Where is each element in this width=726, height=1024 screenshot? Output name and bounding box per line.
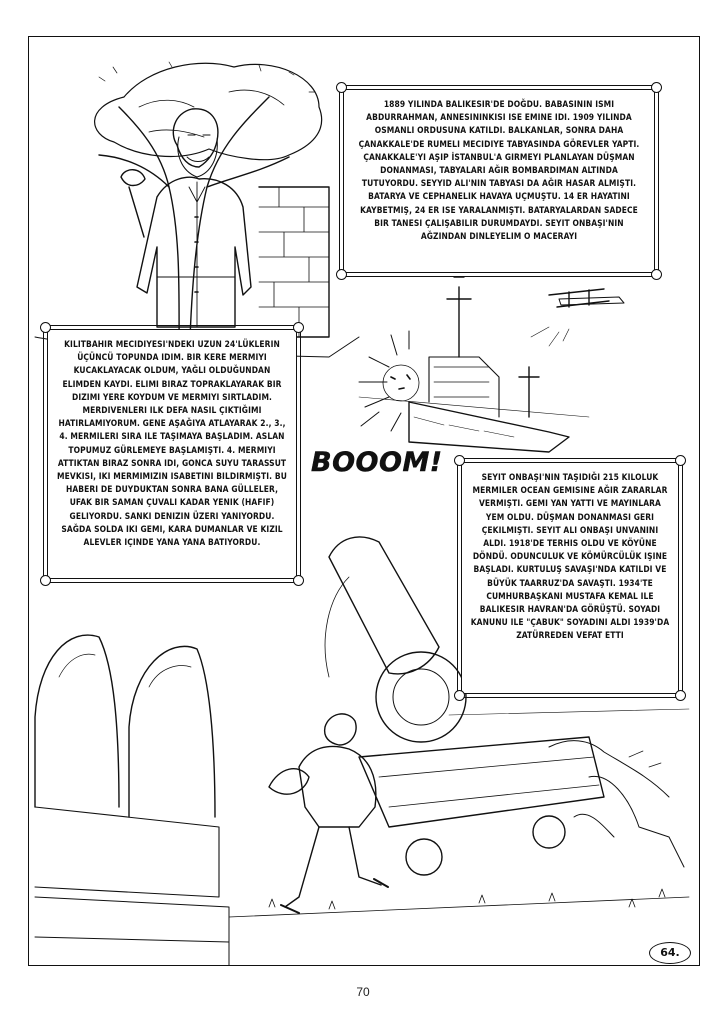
caption-aftermath [461, 462, 679, 694]
explosion-burst [359, 331, 419, 431]
sound-effect-booom: BOOOM! [311, 447, 443, 478]
tree-drawing [95, 62, 322, 367]
caption-corner [336, 269, 347, 280]
caption-corner [293, 575, 304, 586]
artillery-shells [35, 635, 229, 966]
caption-first-person-account [47, 329, 297, 579]
caption-corner [40, 322, 51, 333]
ground-grass [229, 709, 689, 917]
caption-biography-text: 1889 YILINDA BALIKESIR'DE DOĞDU. BABASININ ISMI ABDURRAHMAN, ANNESININKISI ISE EMINE IDI. 1909 YILINDA OSMANLI ORDUSUNA KATILDI. BALKANLAR, SONRA DAHA ÇANAKKALE'DE RUMELI MECIDIYE TABYASINDA GÖREVLER YAPTI. ÇANAKKALE'YI AŞIP İSTANBUL'A GIRMEYI PLANLAYAN DÜŞMAN DONANMASI, TABYALARI AĞIR BOMBARDIMAN ALTINDA TUTUYORDU. SEYYID ALI'NIN TABYASI DA AĞIR HASAR ALMIŞTI. BATARYA VE CEPHANELIK HAVAYA UÇMUŞTU. 14 ER HAYATINI KAYBETMIŞ, 24 ER ISE YARALANMIŞTI. BATARYALARDAN SADECE BIR TANESI ÇALIŞABILIR DURUMDAYDI. SEYIT ONBAŞI'NIN AĞZINDAN DINLEYELIM O MACERAYI [358, 99, 640, 242]
caption-aftermath-text: SEYIT ONBAŞI'NIN TAŞIDIĞI 215 KILOLUK MERMILER OCEAN GEMISINE AĞIR ZARARLAR VERMIŞTI. GEMI YAN YATTI VE MAYINLARA YEM OLDU. DÜŞMAN DONANMASI GERI ÇEKILMIŞTI. SEYIT ALI ONBAŞI UNVANINI ALDI. 1918'DE TERHIS OLDU VE KÖYÜNE DÖNDÜ. ODUNCULUK VE KÖMÜRCÜLÜK IŞINE BAŞLADI. KURTULUŞ SAVAŞI'NDA KATILDI VE BÜYÜK TAARRUZ'DA SAVAŞTI. 1934'TE CUMHURBAŞKANI MUSTAFA KEMAL ILE BALIKESIR HAVRAN'DA GÖRÜŞTÜ. SOYADI KANUNU ILE "ÇABUK" SOYADINI ALDI 1939'DA ZATÜRREDEN VEFAT ETTI [470, 472, 670, 641]
caption-corner [651, 269, 662, 280]
caption-corner [651, 82, 662, 93]
caption-biography [343, 89, 655, 273]
biplane-drawing [531, 289, 624, 346]
caption-corner [336, 82, 347, 93]
caption-corner [675, 455, 686, 466]
man-portrait [121, 109, 251, 327]
caption-corner [675, 690, 686, 701]
caption-corner [454, 455, 465, 466]
comic-page [28, 36, 700, 966]
panel-page-marker: 64. [649, 942, 691, 964]
caption-corner [454, 690, 465, 701]
caption-corner [293, 322, 304, 333]
caption-corner [40, 575, 51, 586]
page-number: 70 [356, 985, 370, 999]
caption-account-text: KILITBAHIR MECIDIYESI'NDEKI UZUN 24'LÜKLERIN ÜÇÜNCÜ TOPUNDA IDIM. BIR KERE MERMIYI KUCAKLAYACAK OLDUM, YAĞLI OLDUĞUNDAN ELIMDEN KAYDI. ELIMI BIRAZ TOPRAKLAYARAK BIR DIZIMI YERE KOYDUM VE MERMIYI SIRTLADIM. MERDIVENLERI ILK DEFA NASIL ÇIKTIĞIMI HATIRLAMIYORUM. GENE AŞAĞIYA ATLAYARAK 2., 3., 4. MERMILERI SIRA ILE TAŞIMAYA BAŞLADIM. ASLAN TOPUMUZ GÜRLEMEYE BAŞLAMIŞTI. 4. MERMIYI ATTIKTAN BIRAZ SONRA IDI, GONCA SUYU TARASSUT MEVKISI, IKI MERMIMIZIN ISABETINI BILDIRMIŞTI. BU HABERI DE DUYDUKTAN SONRA BANA GÜLLELER, UFAK BIR SAMAN ÇUVALI KADAR YENIK (HAFIF) GELIYORDU. SANKI DENIZIN ÜZERI YANIYORDU. SAĞDA SOLDA IKI GEMI, KARA DUMANLAR VE KIZIL ALEVLER IÇINDE YANA YANA BATIYORDU. [57, 339, 287, 548]
soldier-carrying-shell [269, 714, 388, 913]
